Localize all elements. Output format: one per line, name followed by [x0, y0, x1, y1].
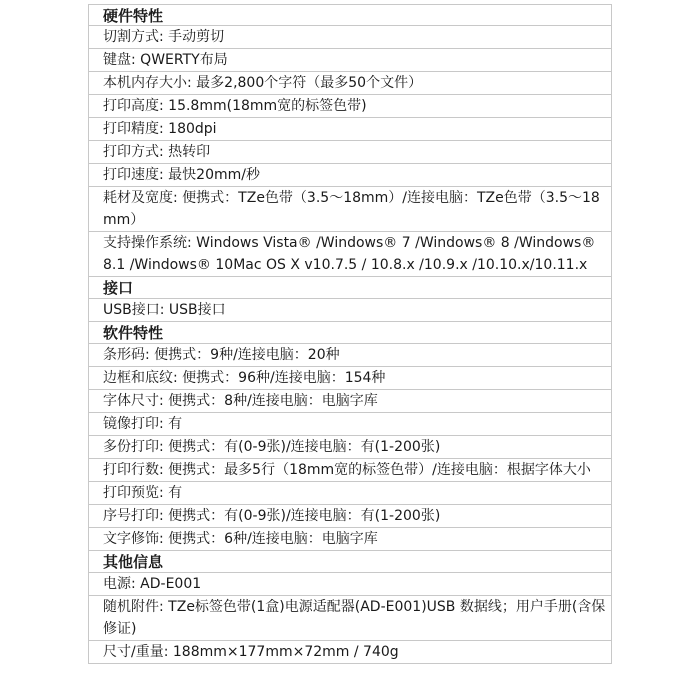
spec-key: 打印速度 [103, 167, 159, 183]
spec-key: 字体尺寸 [103, 393, 159, 409]
spec-key: 随机附件 [103, 599, 159, 615]
spec-value: 热转印 [168, 144, 211, 160]
spec-value: 便携式：6种/连接电脑：电脑字库 [168, 531, 378, 547]
spec-row-print-speed: 打印速度: 最快20mm/秒 [88, 164, 612, 187]
spec-row-power: 电源: AD-E001 [88, 573, 612, 596]
spec-value: 便携式：最多5行（18mm宽的标签色带）/连接电脑：根据字体大小 [168, 462, 591, 478]
spec-key: 键盘 [103, 52, 131, 68]
spec-value: Windows Vista® /Windows® 7 /Windows® 8 /Windows® 8.1 /Windows® 10Mac OS X v10.7.5 / 10.8.x /10.9.x /10.10.x/10.11.x [103, 235, 596, 273]
spec-row-lines: 打印行数: 便携式：最多5行（18mm宽的标签色带）/连接电脑：根据字体大小 [88, 459, 612, 482]
spec-value: QWERTY布局 [140, 52, 228, 68]
spec-key: 本机内存大小 [103, 75, 187, 91]
spec-key: 打印方式 [103, 144, 159, 160]
spec-value: 最快20mm/秒 [168, 167, 260, 183]
spec-value: 便携式：TZe色带（3.5～18mm）/连接电脑：TZe色带（3.5～18mm） [103, 190, 600, 228]
spec-row-numbering: 序号打印: 便携式：有(0-9张)/连接电脑：有(1-200张) [88, 505, 612, 528]
spec-row-print-height: 打印高度: 15.8mm(18mm宽的标签色带) [88, 95, 612, 118]
spec-key: 镜像打印 [103, 416, 159, 432]
spec-row-preview: 打印预览: 有 [88, 482, 612, 505]
spec-value: 便携式：有(0-9张)/连接电脑：有(1-200张) [168, 508, 441, 524]
spec-key: 文字修饰 [103, 531, 159, 547]
spec-value: 15.8mm(18mm宽的标签色带) [168, 98, 367, 114]
section-header-other: 其他信息 [88, 551, 612, 573]
spec-row-barcode: 条形码: 便携式：9种/连接电脑：20种 [88, 344, 612, 367]
spec-row-text-style: 文字修饰: 便携式：6种/连接电脑：电脑字库 [88, 528, 612, 551]
spec-row-usb: USB接口: USB接口 [88, 299, 612, 322]
spec-key: 切割方式 [103, 29, 159, 45]
spec-key: 打印高度 [103, 98, 159, 114]
spec-value: AD-E001 [140, 576, 202, 592]
spec-value: 手动剪切 [168, 29, 225, 45]
spec-key: 支持操作系统 [103, 235, 187, 251]
spec-row-accessories: 随机附件: TZe标签色带(1盒)电源适配器(AD-E001)USB 数据线；用户手册(含保修证) [88, 596, 612, 641]
spec-row-resolution: 打印精度: 180dpi [88, 118, 612, 141]
spec-value: TZe标签色带(1盒)电源适配器(AD-E001)USB 数据线；用户手册(含保修证) [103, 599, 606, 637]
spec-row-frames: 边框和底纹: 便携式：96种/连接电脑：154种 [88, 367, 612, 390]
spec-key: 打印精度 [103, 121, 159, 137]
spec-row-os: 支持操作系统: Windows Vista® /Windows® 7 /Windows® 8 /Windows® 8.1 /Windows® 10Mac OS X v10.7.5 / 10.8.x /10.9.x /10.10.x/10.11.x [88, 232, 612, 277]
spec-row-mirror: 镜像打印: 有 [88, 413, 612, 436]
spec-key: 尺寸/重量 [103, 644, 164, 660]
spec-key: 序号打印 [103, 508, 159, 524]
spec-row-memory: 本机内存大小: 最多2,800个字符（最多50个文件） [88, 72, 612, 95]
spec-key: 多份打印 [103, 439, 159, 455]
spec-key: 打印预览 [103, 485, 159, 501]
spec-key: USB接口 [103, 302, 160, 318]
spec-row-supplies: 耗材及宽度: 便携式：TZe色带（3.5～18mm）/连接电脑：TZe色带（3.5～18mm） [88, 187, 612, 232]
spec-value: 188mm×177mm×72mm / 740g [172, 644, 399, 660]
section-header-interface: 接口 [88, 277, 612, 299]
spec-key: 边框和底纹 [103, 370, 173, 386]
spec-value: 便携式：9种/连接电脑：20种 [154, 347, 340, 363]
spec-table [88, 4, 612, 664]
spec-value: 有 [168, 485, 183, 501]
spec-key: 耗材及宽度 [103, 190, 173, 206]
spec-key: 条形码 [103, 347, 145, 363]
section-header-hardware: 硬件特性 [88, 4, 612, 26]
spec-value: 便携式：有(0-9张)/连接电脑：有(1-200张) [168, 439, 441, 455]
spec-value: 便携式：8种/连接电脑：电脑字库 [168, 393, 378, 409]
spec-row-copies: 多份打印: 便携式：有(0-9张)/连接电脑：有(1-200张) [88, 436, 612, 459]
spec-row-cutter: 切割方式: 手动剪切 [88, 26, 612, 49]
spec-value: 有 [168, 416, 183, 432]
spec-row-keyboard: 键盘: QWERTY布局 [88, 49, 612, 72]
spec-key: 电源 [103, 576, 131, 592]
spec-value: 最多2,800个字符（最多50个文件） [196, 75, 423, 91]
spec-value: 便携式：96种/连接电脑：154种 [182, 370, 386, 386]
spec-key: 打印行数 [103, 462, 159, 478]
spec-value: USB接口 [168, 302, 226, 318]
spec-row-font-size: 字体尺寸: 便携式：8种/连接电脑：电脑字库 [88, 390, 612, 413]
spec-row-print-method: 打印方式: 热转印 [88, 141, 612, 164]
spec-row-dimensions: 尺寸/重量: 188mm×177mm×72mm / 740g [88, 641, 612, 664]
section-header-software: 软件特性 [88, 322, 612, 344]
spec-value: 180dpi [168, 121, 217, 137]
